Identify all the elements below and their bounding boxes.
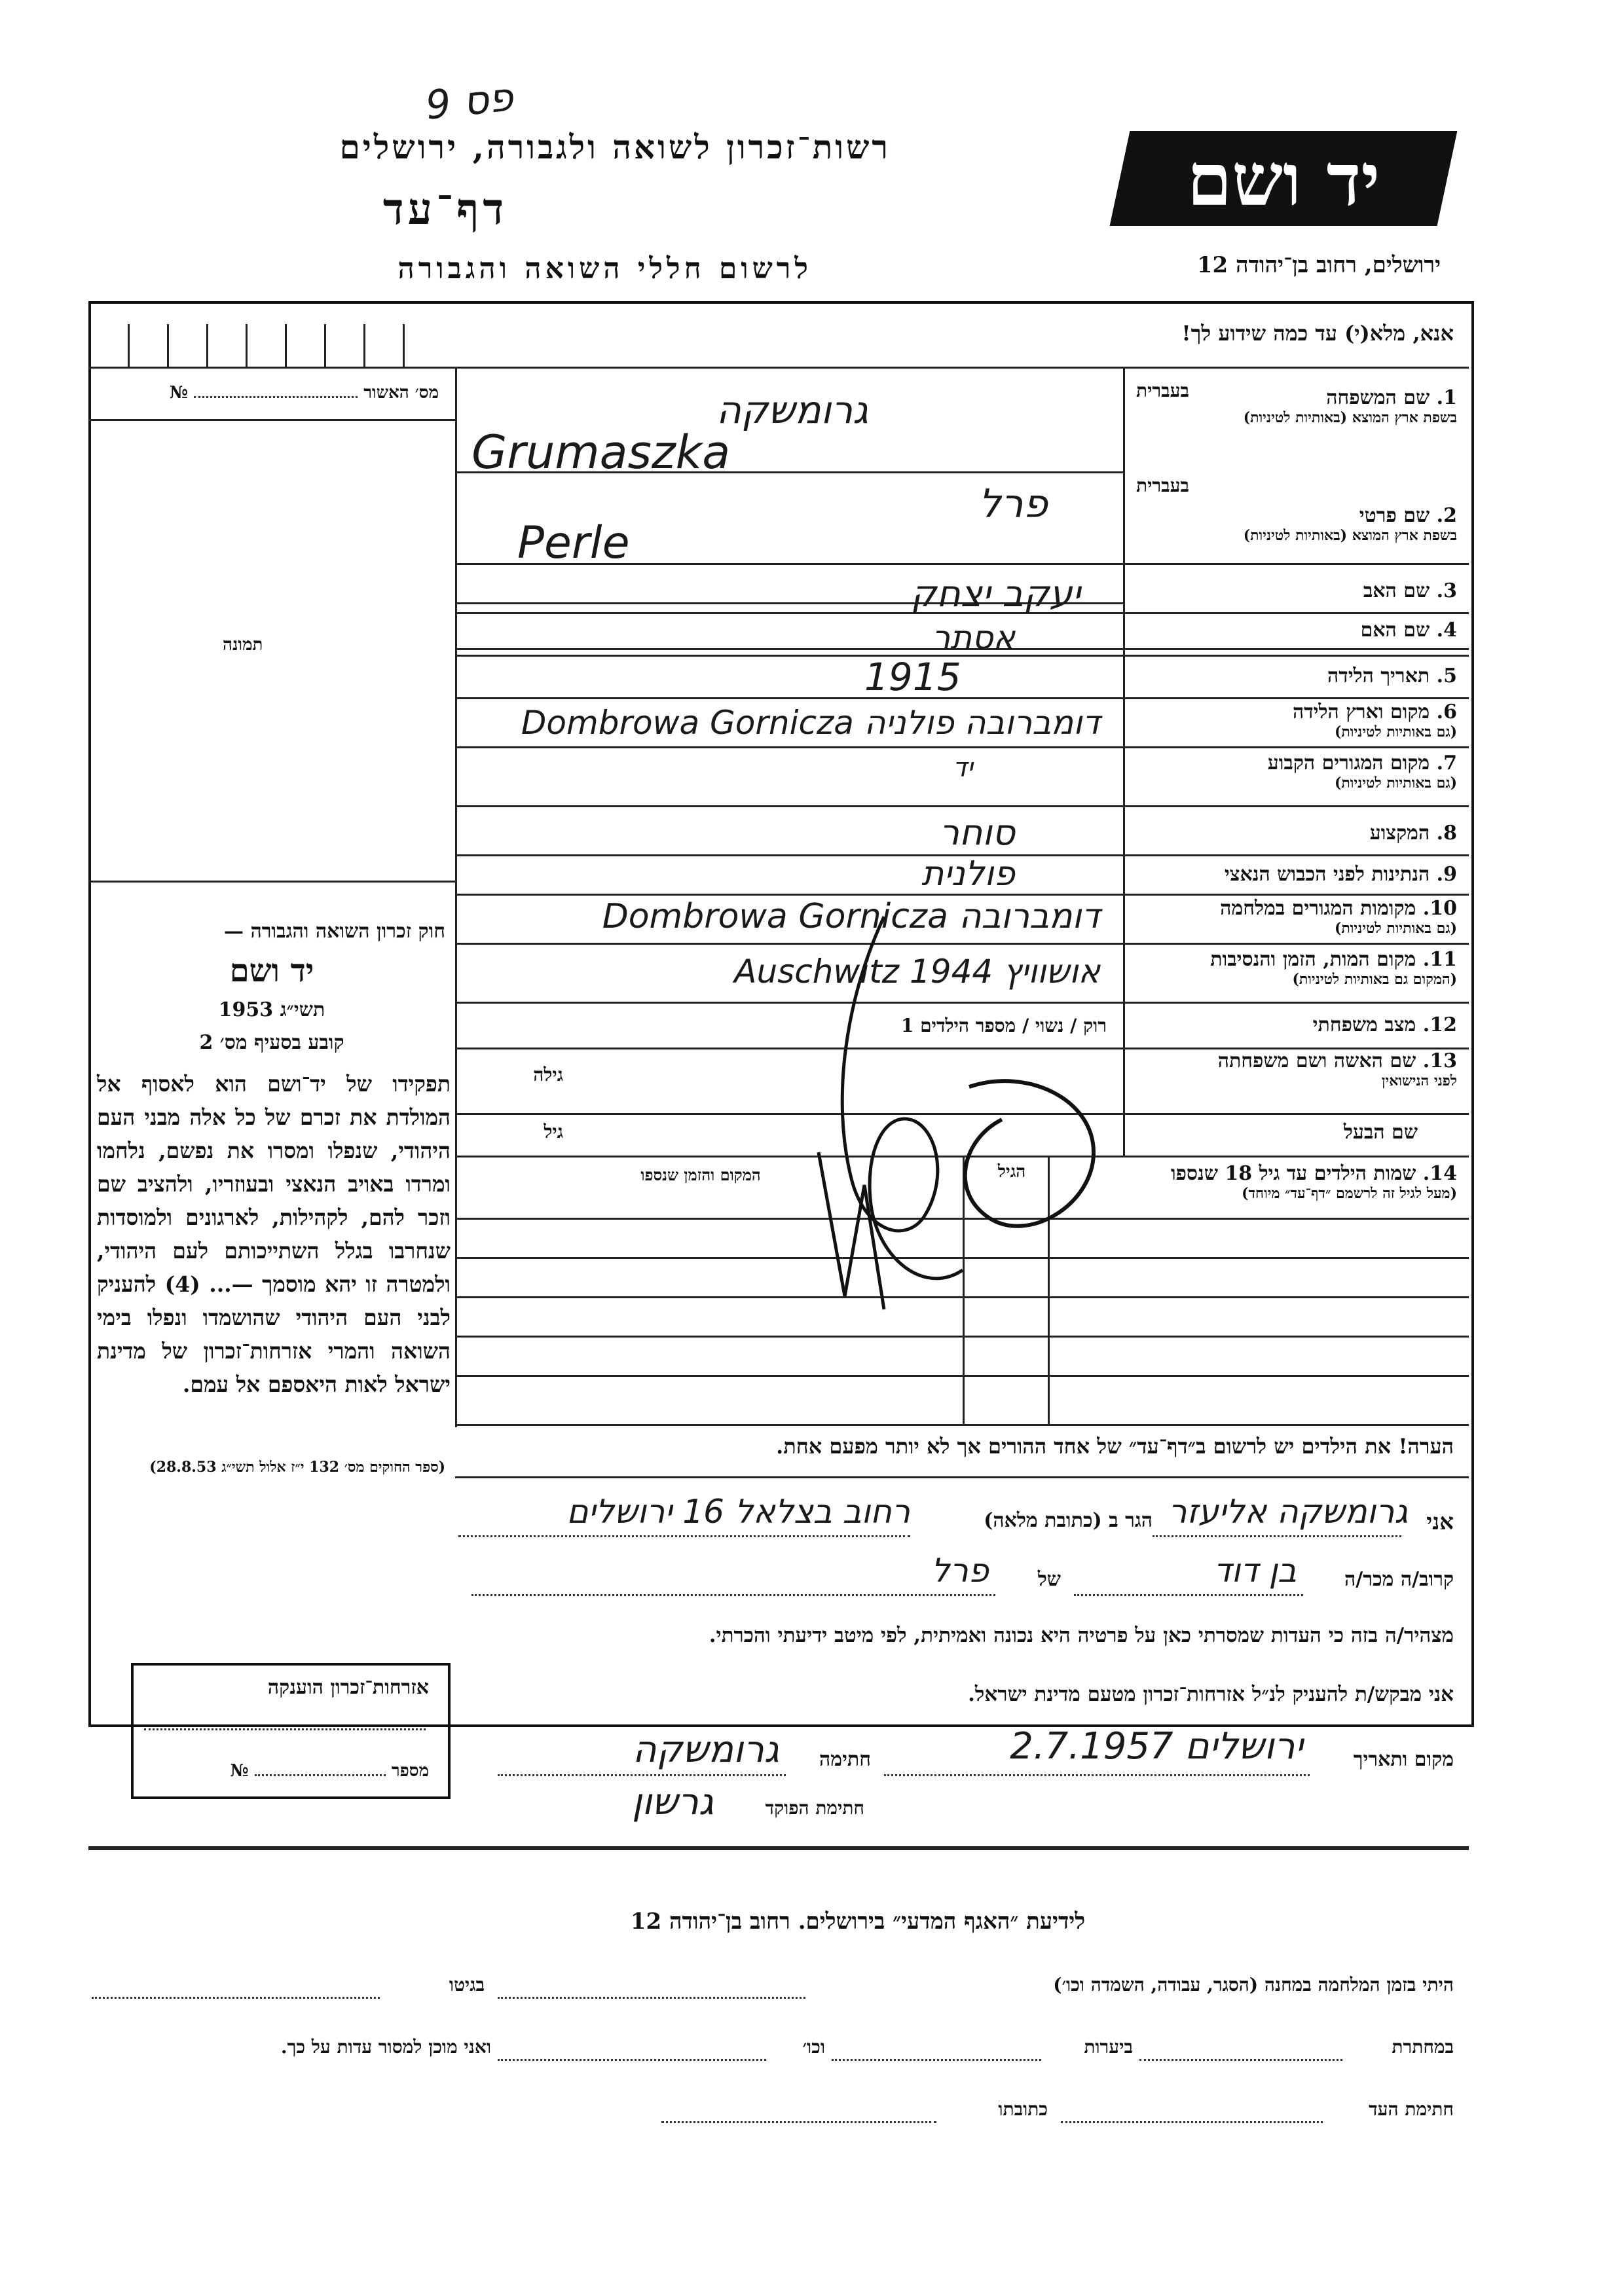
field-4-value: אסתר (932, 619, 1015, 657)
field-2-value-lat: Perle (517, 517, 630, 569)
field-4-label (1130, 619, 1457, 642)
children-col-place: המקום והזמן שנספו (640, 1165, 761, 1184)
decl-name-value: גרומשקה אליעזר (1168, 1493, 1408, 1531)
field-label: הנתינות לפני הכבוש הנאצי (1224, 863, 1430, 886)
field-9-label (1130, 863, 1457, 886)
decl-of-label: של (1037, 1568, 1061, 1591)
header-address: ירושלים, רחוב בן־יהודה 12 (1196, 252, 1441, 278)
footer-line2-dots-c (498, 2059, 766, 2061)
law-section: קובע בסעיף מס׳ 2 (199, 1031, 344, 1054)
field-sub: בשפת ארץ המוצא (באותיות לטיניות) (1243, 527, 1457, 544)
field-6-label (1130, 701, 1457, 740)
citizenship-number-label: מספר (391, 1761, 429, 1781)
photo-divider (88, 881, 455, 883)
intro-divider (455, 367, 1469, 369)
decl-place-date-value: ירושלים 2.7.1957 (1010, 1725, 1303, 1768)
footer-line1-a: היתי בזמן המלחמה במחנה (הסגר, עבודה, השמדה וכו׳) (1053, 1974, 1454, 1995)
field-num: 3. (1436, 579, 1457, 602)
field-3-value: יעקב יצחק (910, 573, 1080, 615)
footer-line1-dots-b (92, 1997, 380, 1999)
field-num: 11. (1422, 948, 1457, 971)
field-sub: (המקום גם באותיות לטיניות) (1292, 971, 1457, 988)
footer-line3-a: חתימת העד (1369, 2098, 1454, 2120)
page-number-annotation: פס 9 (423, 74, 515, 129)
field-label: מקום המות, הזמן והנסיבות (1210, 948, 1416, 971)
field-label: המקצוע (1369, 822, 1430, 845)
tick (324, 324, 326, 367)
field-num: 10. (1422, 897, 1457, 920)
footer-line3-dots-b (661, 2121, 936, 2123)
decl-place-date-label: מקום ותאריך (1353, 1748, 1454, 1771)
citizenship-number (141, 1761, 429, 1781)
footer-line2-b: ביערות (1084, 2036, 1133, 2058)
field-label: שם האם (1360, 619, 1430, 642)
approval-divider (88, 419, 455, 421)
law-year-heb: תשי״ג (280, 998, 325, 1021)
field-sub: בשפת ארץ המוצא (באותיות לטיניות) (1243, 409, 1457, 426)
intro-text: אנא, מלא(י) עד כמה שידוע לך! (1181, 321, 1454, 346)
law-title: חוק זכרון השואה והגבורה — (224, 920, 445, 943)
children-col-age: הגיל (997, 1162, 1026, 1182)
husband-value: גיל (544, 1121, 563, 1142)
row-line (455, 805, 1469, 807)
children-sub: (מעל לגיל זה לרשמם ״דף־עד״ מיוחד) (1242, 1185, 1457, 1202)
children-title: שמות הילדים עד גיל 18 שנספו (1170, 1162, 1416, 1185)
field-7-label (1130, 752, 1457, 792)
decl-signature-value: גרומשקה (633, 1728, 779, 1771)
field-label: מצב משפחתי (1312, 1013, 1416, 1036)
approval-number-field (98, 383, 439, 403)
citizenship-number-dots (255, 1774, 386, 1776)
field-12-value: רוק / נשוי / מספר הילדים 1 (900, 1015, 1107, 1036)
field-2-tag: בעברית (1136, 475, 1190, 496)
field-1-tag: בעברית (1136, 380, 1190, 401)
row-line (455, 894, 1469, 896)
field-6-value: דומברובה פולניה Dombrowa Gornicza (521, 704, 1100, 742)
field-num: 8. (1436, 822, 1457, 845)
field-num: 4. (1436, 619, 1457, 642)
logo-text: יד ושם (1187, 137, 1380, 222)
field-num: 13. (1422, 1049, 1457, 1072)
decl-address-line (458, 1535, 910, 1537)
decl-of-line (471, 1594, 995, 1596)
field-num: 9. (1436, 863, 1457, 886)
field-1-value-lat: Grumaszka (471, 426, 731, 479)
field-label: תאריך הלידה (1327, 665, 1430, 687)
left-column-divider (455, 367, 457, 1427)
decl-request: אני מבקש/ת להעניק לנ״ל אזרחות־זכרון מטעם מדינת ישראל. (968, 1683, 1454, 1706)
tick (403, 324, 405, 367)
approval-dots (194, 396, 358, 398)
field-2-value-heb: פרל (978, 481, 1048, 527)
footer-line3-dots-a (1061, 2121, 1323, 2123)
field-5-value: 1915 (864, 655, 961, 699)
photo-label: תמונה (223, 635, 263, 655)
field-12-label (1130, 1013, 1457, 1036)
decl-statement: מצהיר/ה בזה כי העדות שמסרתי כאן על פרטיה היא נכונה ואמיתית, לפי מיטב ידיעתי והכרתי. (709, 1624, 1454, 1647)
field-label: מקומות המגורים במלחמה (1220, 897, 1416, 920)
field-11-value: אושוויץ 1944 Auschwitz (734, 953, 1100, 991)
field-label: מקום המגורים הקבוע (1267, 752, 1430, 774)
decl-signature-label: חתימה (819, 1748, 871, 1771)
law-reference: (ספר החוקים מס׳ 132 י״ז אלול תשי״ג 28.8.53) (149, 1459, 445, 1476)
field-label: שם פרטי (1359, 504, 1430, 527)
decl-place-date-line (884, 1774, 1310, 1776)
field-sub: לפני הנישואין (1381, 1072, 1457, 1089)
law-name: יד ושם (229, 953, 314, 989)
scribble-mark (753, 903, 1159, 1349)
field-8-label (1130, 822, 1457, 845)
field-5-label (1130, 665, 1457, 687)
decl-address-value: רחוב בצלאל 16 ירושלים (566, 1493, 910, 1531)
footer-line1-dots-a (498, 1997, 805, 1999)
decl-of-value: פרל (931, 1552, 989, 1590)
field-num: 12. (1422, 1013, 1457, 1036)
field-sub: (גם באותיות לטיניות) (1334, 774, 1457, 792)
field-sub: (גם באותיות לטיניות) (1334, 920, 1457, 937)
form-subtitle: לרשום חללי השואה והגבורה (397, 252, 812, 285)
footer-line2-c: וכו׳ (802, 2036, 825, 2058)
law-text: תפקידו של יד־ושם הוא לאסוף אל המולדת את זכרם של כל אלה מבני העם היהודי, שנפלו ומסרו את נפשם, נלחמו ומרדו באויב הנאצי ובעוזריו, ולהציב שם וזכר להם, לקהילות, לארגונים ולמוסדות שנחרבו בגלל השתייכותם לעם היהודי, ולמטרה זו יהא מוסמך —... (4) להעניק לבני העם היהודי שהושמדו ונפלו בימי השואה והמרי אזרחות־זכרון של מדינת ישראל לאות היאספם אל עמם. (97, 1071, 451, 1397)
decl-official-signature-value: גרשון (632, 1781, 714, 1823)
row-line (455, 746, 1469, 748)
field-10-value: דומברובה Dombrowa Gornicza (602, 897, 1100, 936)
decl-relation-value: בן דוד (1213, 1552, 1297, 1590)
note-text: הערה! את הילדים יש לרשום ב״דף־עד״ של אחד ההורים אך לא יותר מפעם אחת. (776, 1434, 1454, 1459)
field-label: שם האשה ושם משפחתה (1217, 1049, 1416, 1072)
field-sub: (גם באותיות לטיניות) (1334, 723, 1457, 740)
tick (363, 324, 365, 367)
field-9-value: פולנית (921, 854, 1015, 894)
footer-line3-b: כתובתו (998, 2098, 1048, 2120)
field-label: שם האב (1363, 579, 1430, 602)
field-2-label (1130, 504, 1457, 544)
decl-name-line (1153, 1535, 1401, 1537)
tick (285, 324, 287, 367)
citizenship-dots (144, 1728, 426, 1730)
decl-official-signature-label: חתימת הפוקד (765, 1797, 864, 1819)
tick-row-bottom (88, 367, 455, 369)
field-num: 6. (1436, 701, 1457, 723)
citizenship-box-title: אזרחות־זכרון הוענקה (267, 1676, 429, 1699)
field-7-value: יד (953, 753, 973, 783)
tick (246, 324, 248, 367)
footer-line2-a: במחתרת (1392, 2036, 1454, 2058)
law-year (98, 998, 445, 1021)
field-num: 1. (1436, 386, 1457, 409)
tick (128, 324, 130, 367)
field-num: 7. (1436, 752, 1457, 774)
field-8-value: סוחר (939, 812, 1015, 853)
children-num: 14. (1422, 1162, 1457, 1185)
field-num: 2. (1436, 504, 1457, 527)
field-10-label (1130, 897, 1457, 937)
field-13-value: גילה (533, 1064, 563, 1085)
approval-label: מס׳ האשור (363, 383, 439, 403)
husband-label: שם הבעל (1343, 1121, 1418, 1144)
footer-line1-b: בגיטו (449, 1974, 485, 1995)
field-3-label (1130, 579, 1457, 602)
approval-prefix: № (169, 383, 189, 403)
field-label: מקום וארץ הלידה (1292, 701, 1430, 723)
field-num: 5. (1436, 665, 1457, 687)
decl-relation-label: קרוב/ה מכר/ה (1344, 1568, 1454, 1591)
decl-residing-label: הגר ב (כתובת מלאה) (984, 1509, 1153, 1532)
note-divider (455, 1476, 1469, 1478)
footer-divider (88, 1846, 1469, 1850)
law-year-num: 1953 (218, 998, 274, 1021)
field-label: שם המשפחה (1326, 386, 1430, 409)
decl-signature-line (498, 1774, 786, 1776)
form-title: דף־עד (382, 183, 508, 234)
field-1-value-heb: גרומשקה (716, 388, 868, 432)
footer-line2-dots-a (1139, 2059, 1342, 2061)
tick (167, 324, 169, 367)
field-13-label (1130, 1049, 1457, 1089)
footer-line2-dots-b (832, 2059, 1041, 2061)
decl-i-label: אני (1426, 1509, 1454, 1535)
children-row (455, 1424, 1469, 1426)
decl-relation-line (1074, 1594, 1303, 1596)
citizenship-number-prefix: № (230, 1761, 249, 1781)
authority-line: רשות־זכרון לשואה ולגבורה, ירושלים (339, 128, 891, 166)
footer-title: לידיעת ״האגף המדעי״ בירושלים. רחוב בן־יהודה 12 (630, 1908, 1086, 1935)
footer-line2-d: ואני מוכן למסור עדות על כך. (280, 2036, 491, 2058)
tick (206, 324, 208, 367)
children-row (455, 1375, 1469, 1377)
field-11-label (1130, 948, 1457, 988)
